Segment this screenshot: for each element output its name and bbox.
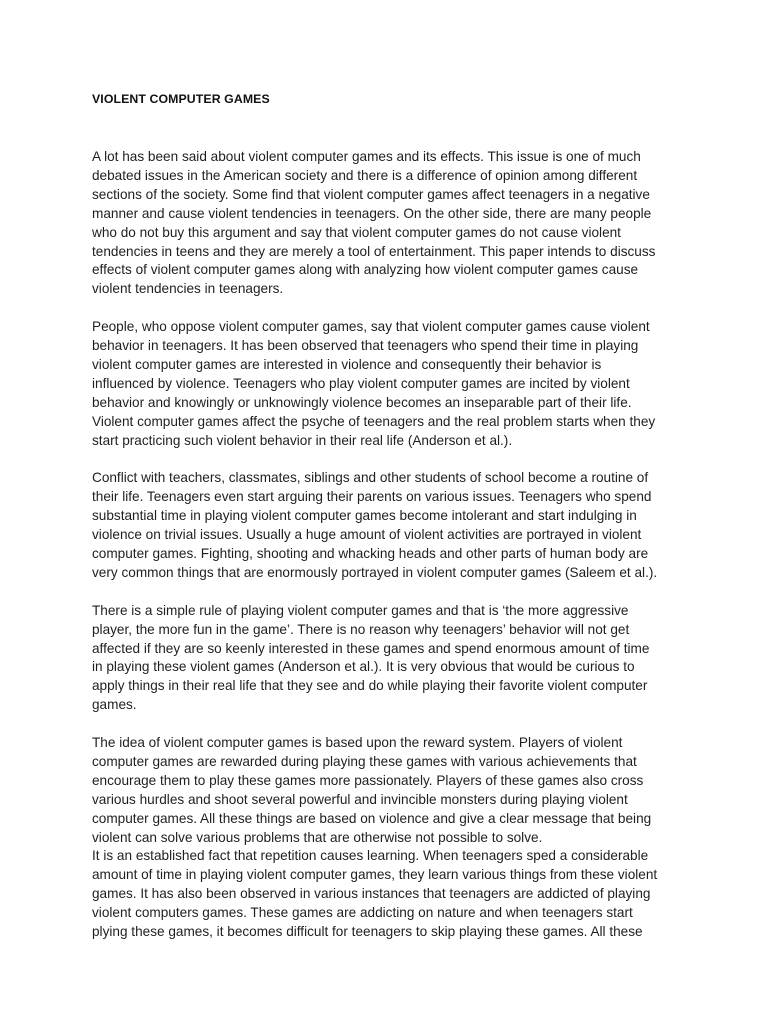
paragraph-simple-rule: There is a simple rule of playing violent computer games and that is ‘the more aggressive player, the more fun in the game’. There is no reason why teenagers’ behavior will not get affected if they are so keenly interested in these games and spend enormous amount of time in playing these violent games (Anderson et al.). It is very obvious that would be curious to apply things in their real life that they see and do while playing their favorite violent computer games. — [92, 602, 650, 713]
paragraph-opposition: People, who oppose violent computer games, say that violent computer games cause violent behavior in teenagers. It has been observed that teenagers who spend their time in playing violent computer games are interested in violence and consequently their behavior is influenced by violence. Teenagers who play violent computer games are incited by violent behavior and knowingly or unknowingly violence becomes an inseparable part of their life. Violent computer games affect the psyche of teenagers and the real problem starts when they start practicing such violent behavior in their real life (Anderson et al.). — [92, 319, 656, 448]
paragraph-conflict: Conflict with teachers, classmates, siblings and other students of school become a routine of their life. Teenagers even start arguing their parents on various issues. Teenagers who spend substantial time in playing violent computer games become intolerant and start indulging in violence on trivial issues. Usually a huge amount of violent activities are portrayed in violent computer games. Fighting, shooting and whacking heads and other parts of human body are very common things that are enormously portrayed in violent computer games (Saleem et al.). — [92, 470, 658, 580]
document-body — [92, 148, 660, 942]
paragraph-reward-system: The idea of violent computer games is based upon the reward system. Players of violent computer games are rewarded during playing these games with various achievements that encourage them to play these games more passionately. Players of these games also cross various hurdles and shoot several powerful and invincible monsters during playing violent computer games. All these things are based on violence and give a clear message that being violent can solve various problems that are otherwise not possible to solve. — [92, 735, 652, 845]
paragraph-repetition: It is an established fact that repetition causes learning. When teenagers sped a considerable amount of time in playing violent computer games, they learn various things from these violent games. It has also been observed in various instances that teenagers are addicted of playing violent computers games. These games are addicting on nature and when teenagers start plying these games, it becomes difficult for teenagers to skip playing these games. All these — [92, 848, 658, 940]
paragraph-introduction: A lot has been said about violent computer games and its effects. This issue is one of much debated issues in the American society and there is a difference of opinion among different sections of the society. Some find that violent computer games affect teenagers in a negative manner and cause violent tendencies in teenagers. On the other side, there are many people who do not buy this argument and say that violent computer games do not cause violent tendencies in teens and they are merely a tool of entertainment. This paper intends to discuss effects of violent computer games along with analyzing how violent computer games cause violent tendencies in teenagers. — [92, 149, 656, 297]
document-title: VIOLENT COMPUTER GAMES — [92, 92, 270, 106]
